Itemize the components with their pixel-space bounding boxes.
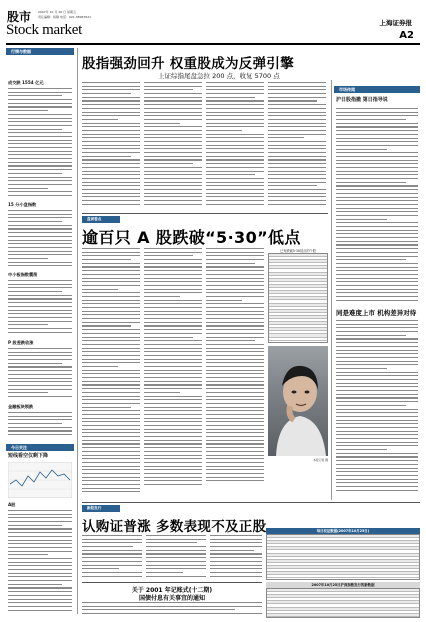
left-chart-header: 今日关注 [6, 444, 74, 451]
right-column-divider [331, 80, 332, 500]
second-story-col-2 [144, 248, 202, 498]
masthead-info-line2: 责任编辑：杨静 电话：021-38967621 [38, 15, 92, 19]
bottom-story-col-3 [210, 535, 262, 579]
second-story-table [268, 253, 328, 343]
bottom-story-headline: 认购证普涨 多数表现不及正股 [82, 519, 267, 535]
second-story-table-title: 已有跌破5·30低点的个股 [280, 249, 316, 253]
second-story-photo [268, 346, 328, 456]
second-story-tag: 盘面看点 [82, 216, 120, 223]
left-item-text-5 [8, 412, 72, 440]
right-title-2: 同是难度上市 机构差异对待 [336, 309, 417, 317]
left-item-title-3: 中小板指数震荡 [8, 272, 38, 277]
left-column [6, 48, 74, 618]
masthead-info-line1: 2007年 10 月 26 日 星期五 [38, 10, 77, 14]
right-title-1: 沪日股指撤 第日指导说 [336, 97, 388, 103]
main-headline: 股指强劲回升 权重股成为反弹引擎 [82, 56, 294, 72]
right-text-1 [336, 108, 418, 306]
left-item-text-6 [8, 510, 72, 616]
left-item-text-1 [8, 88, 72, 200]
notice-text [82, 602, 262, 618]
masthead-rule [6, 43, 420, 45]
left-item-title-2: 15 分小盘指数 [8, 202, 37, 207]
left-column-divider [77, 48, 78, 614]
masthead [0, 0, 426, 41]
bottom-story-col-1 [82, 535, 142, 579]
notice-title-2: 国债付息有关事宜的通知 [138, 595, 205, 602]
main-story-col-3 [206, 82, 264, 210]
left-mini-chart [8, 462, 72, 498]
left-item-text-2 [8, 210, 72, 270]
right-column-header: 市场传闻 [334, 86, 420, 93]
second-story-col-1 [82, 248, 140, 498]
left-column-header: 行情与数据 [6, 48, 74, 55]
masthead-page-number: A2 [399, 30, 414, 41]
left-item-title-5: 金融板块领跌 [8, 404, 34, 409]
left-chart-title: 短线看空仅剩下降 [8, 453, 49, 459]
main-story-col-2 [144, 82, 202, 210]
left-item-title-6: A股 [8, 502, 16, 507]
left-item-text-4 [8, 348, 72, 402]
second-story-rule [82, 213, 328, 214]
left-item-title-4: P 股差跌收涨 [8, 340, 34, 345]
masthead-logo: 股市 [7, 10, 32, 24]
left-item-title-1: 成交跌 1554 亿元 [8, 80, 44, 85]
bottom-section-rule [82, 502, 420, 503]
notice-title-1: 关于 2001 年记账式(十二期) [131, 587, 213, 594]
person-photo-icon [268, 346, 328, 456]
bottom-table-1-title: 每日权证数据(2007年10月25日) [266, 528, 420, 534]
bottom-table-2 [266, 588, 420, 618]
masthead-stock-market: Stock market [6, 22, 82, 38]
notice-box [82, 582, 262, 618]
second-story-photo-caption: 本报记者 摄 [313, 458, 328, 462]
main-story-col-4 [268, 82, 326, 210]
second-story-col-3 [206, 248, 264, 498]
bottom-story-col-2 [146, 535, 206, 579]
masthead-paper-name: 上海证券报 [379, 19, 412, 27]
main-story-col-1 [82, 82, 140, 210]
right-text-2 [336, 320, 418, 496]
main-subhead: 上证综指尾盘急拉 200 点，收复 5700 点 [158, 72, 280, 80]
bottom-table-1 [266, 534, 420, 580]
bottom-table-2-title: 2007年10月25日沪深指数发行的新数据 [266, 582, 420, 588]
left-item-text-3 [8, 280, 72, 338]
right-column [334, 86, 420, 498]
second-story-headline: 逾百只 A 股跌破“5·30”低点 [82, 228, 301, 247]
bottom-story-tag: 新股发行 [82, 505, 120, 512]
